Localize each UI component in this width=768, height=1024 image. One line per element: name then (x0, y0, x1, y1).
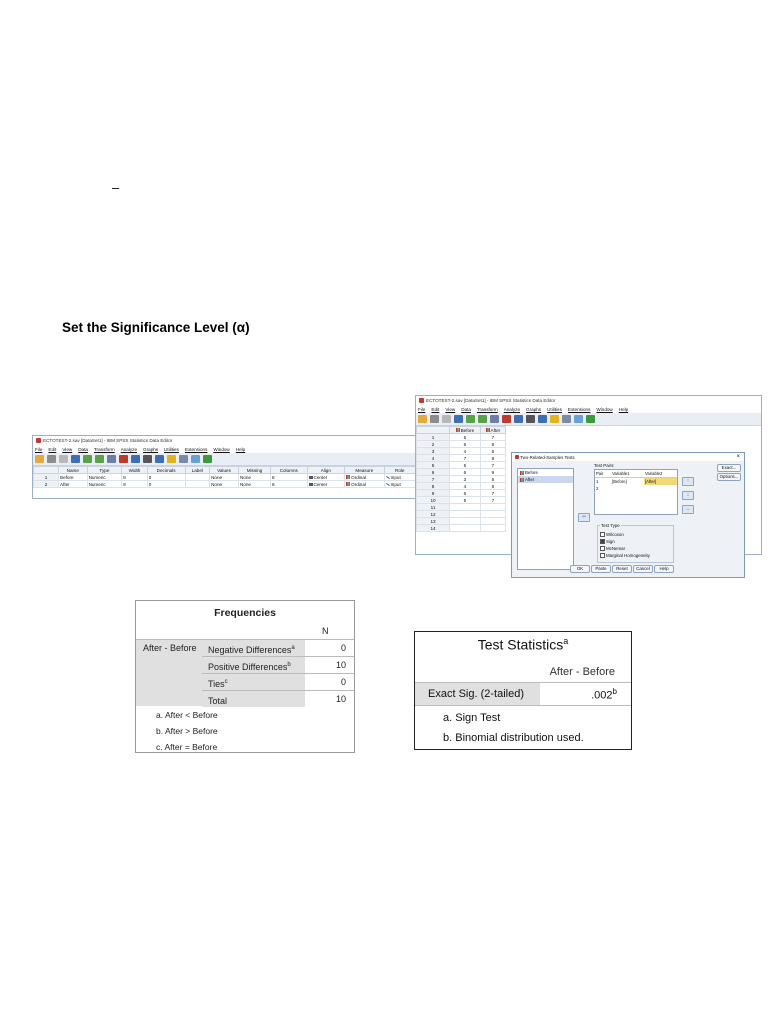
menu-edit[interactable]: Edit (431, 406, 440, 412)
toolbar (416, 413, 761, 426)
row-number[interactable]: 13 (417, 518, 450, 525)
frequency-label-text: Negative Differences (208, 645, 292, 655)
window-titlebar (416, 396, 761, 405)
row-number[interactable]: 8 (417, 483, 450, 490)
test-type-options (600, 531, 650, 559)
spss-app-icon (36, 438, 41, 443)
table-row (417, 448, 506, 455)
test-pairs-table (595, 470, 677, 492)
cell-text: Ordinal (351, 474, 366, 480)
move-up-icon[interactable]: ↑ (682, 477, 694, 486)
test-pairs-label: Test Pairs: (594, 463, 615, 468)
cell-before[interactable]: 4 (450, 483, 481, 490)
cell-text: None (239, 481, 251, 487)
cell-after[interactable]: 7 (480, 462, 505, 469)
cell-text: Numeric (88, 481, 106, 487)
table-row (417, 441, 506, 448)
move-down-icon[interactable]: ↓ (682, 491, 694, 500)
cell-missing[interactable] (238, 481, 270, 488)
menu-graphs[interactable]: Graphs (526, 406, 542, 412)
frequency-n: 0 (340, 643, 346, 653)
find-icon[interactable] (143, 455, 152, 463)
table-row (417, 483, 506, 490)
cell-after[interactable] (480, 504, 505, 511)
column-header-decimals[interactable]: Decimals (147, 467, 185, 474)
column-header-measure[interactable]: Measure (345, 467, 384, 474)
spss-data-view-window (415, 395, 762, 571)
two-related-samples-dialog (511, 452, 745, 578)
test-type-group (597, 525, 674, 563)
variable-label: After (525, 477, 535, 482)
frequency-n: 10 (335, 694, 346, 704)
cell-text: 8 (272, 474, 275, 480)
frequencies-footnotes (156, 707, 218, 755)
menu-graphs[interactable]: Graphs (143, 446, 159, 452)
cell-width[interactable] (122, 474, 147, 481)
variable-item[interactable] (518, 469, 573, 476)
dialog-button-row (570, 565, 680, 573)
dialog-recall-icon[interactable] (454, 415, 463, 423)
menu-window[interactable]: Window (596, 406, 613, 412)
pair-header: Pair (595, 470, 611, 478)
checked-checkbox-icon[interactable] (600, 539, 605, 544)
frequency-label-text: Ties (208, 679, 225, 689)
cell-before[interactable]: 5 (450, 434, 481, 441)
frequency-row (202, 690, 354, 707)
print-icon[interactable] (442, 415, 451, 423)
cell-align[interactable] (307, 481, 345, 488)
column-header-align[interactable]: Align (307, 467, 345, 474)
menu-analyze[interactable]: Analyze (503, 406, 521, 412)
cell-after[interactable] (480, 511, 505, 518)
section-heading: Set the Significance Level (α) (62, 320, 250, 335)
cell-text: Before (60, 474, 74, 480)
column-header-missing[interactable]: Missing (238, 467, 270, 474)
table-row (417, 462, 506, 469)
menu-extensions[interactable]: Extensions (184, 446, 208, 452)
column-header-width[interactable]: Width (122, 467, 147, 474)
cell-width[interactable] (122, 481, 147, 488)
undo-icon[interactable] (466, 415, 475, 423)
ordinal-measure-icon (486, 428, 490, 432)
cell-type[interactable] (87, 474, 122, 481)
weight-cases-icon[interactable] (550, 415, 559, 423)
weight-cases-icon[interactable] (167, 455, 176, 463)
menu-transform[interactable]: Transform (476, 406, 498, 412)
frequency-footnote-mark: a (291, 645, 295, 651)
variable-label: Before (525, 470, 538, 475)
row-number[interactable]: 7 (417, 476, 450, 483)
cell-before[interactable]: 6 (450, 469, 481, 476)
column-header-before[interactable]: Before (450, 427, 481, 434)
checkbox-icon[interactable] (600, 553, 605, 558)
cell-text: None (211, 474, 223, 480)
dialog-icon (515, 455, 519, 459)
column-header-name[interactable]: Name (59, 467, 88, 474)
cell-text: After (60, 481, 70, 487)
close-icon[interactable]: × (736, 454, 740, 460)
cell-text: 0 (148, 474, 152, 480)
frequency-n: 0 (340, 677, 346, 687)
test-option-mcnemar[interactable] (600, 545, 650, 552)
table-row (417, 525, 506, 532)
cell-name[interactable] (59, 481, 88, 488)
frequency-label (202, 657, 305, 673)
test-option-sign[interactable] (600, 538, 650, 545)
stat-row (415, 682, 631, 706)
frequency-label-text: Positive Differences (208, 662, 288, 672)
pair-variable2[interactable] (644, 485, 677, 492)
menu-help[interactable]: Help (235, 446, 246, 452)
cell-before[interactable] (450, 518, 481, 525)
pair-variable2[interactable]: [After] (644, 478, 677, 486)
frequency-n: 10 (335, 660, 346, 670)
cell-name[interactable] (59, 474, 88, 481)
cell-after[interactable]: 7 (480, 490, 505, 497)
menu-help[interactable]: Help (618, 406, 629, 412)
frequency-label-text: Total (208, 696, 228, 706)
pair-header: Variable1 (611, 470, 644, 478)
cell-after[interactable] (480, 525, 505, 532)
frequency-label (202, 674, 305, 690)
value-labels-icon[interactable] (179, 455, 188, 463)
checkbox-icon[interactable] (600, 532, 605, 537)
ordinal-measure-icon (346, 482, 350, 486)
group-label-cell (136, 639, 202, 706)
cell-label[interactable] (185, 474, 210, 481)
cell-after[interactable]: 5 (480, 476, 505, 483)
frequency-row (202, 673, 354, 690)
column-header-label[interactable]: Label (185, 467, 210, 474)
table-row (417, 511, 506, 518)
menu-transform[interactable]: Transform (93, 446, 115, 452)
test-statistics-footnotes (443, 708, 584, 748)
table-row (417, 518, 506, 525)
align-center-icon (309, 476, 313, 479)
footnote: b. After > Before (156, 726, 218, 736)
value-labels-icon[interactable] (562, 415, 571, 423)
use-sets-icon[interactable] (574, 415, 583, 423)
group-label: After - Before (143, 643, 197, 653)
find-icon[interactable] (526, 415, 535, 423)
row-number[interactable]: 14 (417, 525, 450, 532)
spss-app-icon (419, 398, 424, 403)
cell-before[interactable]: 6 (450, 490, 481, 497)
column-header: After - Before (549, 666, 615, 678)
menu-utilities[interactable]: Utilities (547, 406, 562, 412)
row-label: Exact Sig. (2-tailed) (428, 688, 524, 700)
exact-button[interactable]: Exact... (717, 464, 741, 472)
row-number[interactable]: 4 (417, 455, 450, 462)
menu-bar (33, 445, 416, 453)
row-label-cell (415, 683, 540, 705)
input-role-icon (386, 476, 390, 479)
ordinal-measure-icon (346, 475, 350, 479)
cell-after[interactable]: 8 (480, 441, 505, 448)
open-icon[interactable] (418, 415, 427, 423)
save-icon[interactable] (430, 415, 439, 423)
cell-text: Input (390, 474, 401, 480)
test-statistics-table (414, 631, 632, 750)
cell-missing[interactable] (238, 474, 270, 481)
table-row (34, 474, 416, 481)
table-row (417, 434, 506, 441)
cell-before[interactable]: 4 (450, 448, 481, 455)
menu-view[interactable]: View (445, 406, 456, 412)
cell-measure[interactable] (345, 474, 384, 481)
use-sets-icon[interactable] (191, 455, 200, 463)
cell-measure[interactable] (345, 481, 384, 488)
cell-text: Ordinal (351, 481, 366, 487)
menu-analyze[interactable]: Analyze (120, 446, 138, 452)
cell-text: 8 (123, 481, 126, 487)
cell-after[interactable]: 8 (480, 455, 505, 462)
menu-data[interactable]: Data (461, 406, 471, 412)
corner-cell (417, 427, 450, 434)
menu-edit[interactable]: Edit (48, 446, 57, 452)
menu-window[interactable]: Window (213, 446, 230, 452)
cell-after[interactable]: 9 (480, 469, 505, 476)
menu-file[interactable]: File (35, 446, 43, 452)
cell-values[interactable] (210, 474, 239, 481)
cell-columns[interactable] (271, 474, 307, 481)
cell-before[interactable] (450, 525, 481, 532)
column-header-type[interactable]: Type (87, 467, 122, 474)
cell-before[interactable]: 3 (450, 476, 481, 483)
row-number[interactable]: 2 (34, 481, 59, 488)
cell-before[interactable] (450, 504, 481, 511)
cell-decimals[interactable] (147, 481, 185, 488)
split-file-icon[interactable] (538, 415, 547, 423)
window-titlebar (33, 436, 416, 445)
cell-text: Center (313, 481, 328, 487)
table-row (417, 497, 506, 504)
test-statistics-title: Test Statistics$^a$ (477, 636, 569, 653)
redo-icon[interactable] (478, 415, 487, 423)
cell-before[interactable]: 7 (450, 455, 481, 462)
table-row (417, 469, 506, 476)
cell-columns[interactable] (271, 481, 307, 488)
table-row (417, 490, 506, 497)
test-option-label: McNemar (606, 546, 626, 551)
dash-mark: – (112, 180, 120, 195)
footnote: a. After < Before (156, 710, 218, 720)
open-icon[interactable] (35, 455, 44, 463)
spelling-icon[interactable] (203, 455, 212, 463)
row-number[interactable]: 3 (417, 448, 450, 455)
cell-before[interactable]: 6 (450, 441, 481, 448)
variables-icon[interactable] (131, 455, 140, 463)
save-icon[interactable] (47, 455, 56, 463)
table-row (417, 455, 506, 462)
paste-button[interactable]: Paste (591, 565, 611, 573)
pair-number: 2 (596, 486, 599, 491)
frequency-row (202, 656, 354, 673)
cell-text: None (211, 481, 223, 487)
undo-icon[interactable] (83, 455, 92, 463)
cell-after[interactable]: 6 (480, 448, 505, 455)
column-header-values[interactable]: Values (210, 467, 239, 474)
variable-source-list[interactable] (517, 468, 574, 570)
menu-extensions[interactable]: Extensions (567, 406, 591, 412)
cell-text: Input (390, 481, 401, 487)
footnote: c. After = Before (156, 742, 218, 752)
column-header-after[interactable]: After (480, 427, 505, 434)
cell-after[interactable] (480, 518, 505, 525)
align-center-icon (309, 483, 313, 486)
cell-text: None (239, 474, 251, 480)
row-number[interactable]: 1 (417, 434, 450, 441)
cell-text: 0 (148, 481, 152, 487)
variable-view-grid (33, 466, 416, 488)
stat-value: .002$^b$ (591, 687, 617, 702)
cancel-button[interactable]: Cancel (633, 565, 653, 573)
frequency-footnote-mark: b (287, 662, 291, 668)
goto-case-icon[interactable] (490, 415, 499, 423)
data-view-grid (416, 426, 506, 532)
cell-role[interactable] (384, 474, 416, 481)
pair-variable1[interactable] (611, 485, 644, 492)
cell-text: Center (313, 474, 328, 480)
cell-before[interactable] (450, 511, 481, 518)
cell-role[interactable] (384, 481, 416, 488)
test-option-label: Sign (606, 539, 615, 544)
footnote: b. Binomial distribution used. (443, 732, 584, 744)
variable-item[interactable] (518, 476, 573, 483)
row-number[interactable]: 6 (417, 469, 450, 476)
checkbox-icon[interactable] (600, 546, 605, 551)
cell-text: 8 (123, 474, 126, 480)
cell-align[interactable] (307, 474, 345, 481)
frequencies-title: Frequencies (214, 607, 276, 619)
row-number[interactable]: 5 (417, 462, 450, 469)
goto-variable-icon[interactable] (502, 415, 511, 423)
split-file-icon[interactable] (155, 455, 164, 463)
ok-button[interactable]: OK (570, 565, 590, 573)
frequency-label (202, 691, 305, 707)
n-header: N (322, 626, 329, 636)
ordinal-measure-icon (520, 471, 524, 475)
window-title: ECTOTEST-2.sav [DataSet1] - IBM SPSS Statistics Data Editor (426, 398, 556, 403)
frequency-row (202, 639, 354, 656)
print-icon[interactable] (59, 455, 68, 463)
pair-row[interactable] (595, 485, 677, 492)
spss-variable-view-window (32, 435, 417, 499)
dialog-recall-icon[interactable] (71, 455, 80, 463)
test-option-label: Wilcoxon (606, 532, 624, 537)
redo-icon[interactable] (95, 455, 104, 463)
window-title: ECTOTEST-2.sav [DataSet1] - IBM SPSS Statistics Data Editor (43, 438, 173, 443)
menu-file[interactable]: File (418, 406, 426, 412)
test-pairs-list[interactable] (594, 469, 678, 515)
data-view-area (416, 426, 761, 571)
footnote: a. Sign Test (443, 712, 501, 724)
frequencies-rows (202, 639, 354, 707)
table-row (417, 476, 506, 483)
row-number[interactable]: 9 (417, 490, 450, 497)
cell-after[interactable]: 7 (480, 497, 505, 504)
cell-after[interactable]: 7 (480, 434, 505, 441)
cell-text: 8 (272, 481, 275, 487)
goto-variable-icon[interactable] (119, 455, 128, 463)
options-button[interactable]: Options... (717, 473, 741, 481)
swap-pair-icon[interactable]: ↔ (682, 505, 694, 514)
pair-number: 1 (596, 479, 599, 484)
ordinal-measure-icon (456, 428, 460, 432)
cell-type[interactable] (87, 481, 122, 488)
test-option-wilcoxon[interactable] (600, 531, 650, 538)
dialog-title: Two-Related-Samples Tests (520, 454, 575, 460)
cell-values[interactable] (210, 481, 239, 488)
menu-view[interactable]: View (62, 446, 73, 452)
ordinal-measure-icon (520, 478, 524, 482)
test-option-marginal-homogeneity[interactable] (600, 552, 650, 559)
row-number[interactable]: 1 (34, 474, 59, 481)
column-header-columns[interactable]: Columns (271, 467, 307, 474)
variables-icon[interactable] (514, 415, 523, 423)
menu-bar (416, 405, 761, 413)
spelling-icon[interactable] (586, 415, 595, 423)
row-number[interactable]: 12 (417, 511, 450, 518)
menu-data[interactable]: Data (78, 446, 88, 452)
frequencies-table (135, 600, 355, 753)
cell-after[interactable]: 6 (480, 483, 505, 490)
cell-before[interactable]: 5 (450, 462, 481, 469)
corner-cell (34, 467, 59, 474)
row-number[interactable]: 11 (417, 504, 450, 511)
frequency-label (202, 640, 305, 656)
pair-header: Variable2 (644, 470, 677, 478)
table-row (417, 504, 506, 511)
reset-button[interactable]: Reset (612, 565, 632, 573)
move-arrow-icon[interactable]: ⇦ (578, 513, 590, 522)
dialog-titlebar (512, 453, 744, 461)
pair-variable1[interactable]: [Before] (611, 478, 644, 486)
cell-label[interactable] (185, 481, 210, 488)
table-row (34, 481, 416, 488)
row-number[interactable]: 2 (417, 441, 450, 448)
cell-decimals[interactable] (147, 474, 185, 481)
menu-utilities[interactable]: Utilities (164, 446, 179, 452)
test-type-label: Test Type (601, 523, 620, 528)
goto-case-icon[interactable] (107, 455, 116, 463)
cell-text: Numeric (88, 474, 106, 480)
toolbar (33, 453, 416, 466)
test-option-label: Marginal Homogeneity (606, 553, 650, 558)
cell-before[interactable]: 5 (450, 497, 481, 504)
column-header-role[interactable]: Role (384, 467, 416, 474)
input-role-icon (386, 483, 390, 486)
frequency-footnote-mark: c (224, 679, 228, 685)
pair-row[interactable] (595, 478, 677, 486)
row-number[interactable]: 10 (417, 497, 450, 504)
help-button[interactable]: Help (654, 565, 674, 573)
